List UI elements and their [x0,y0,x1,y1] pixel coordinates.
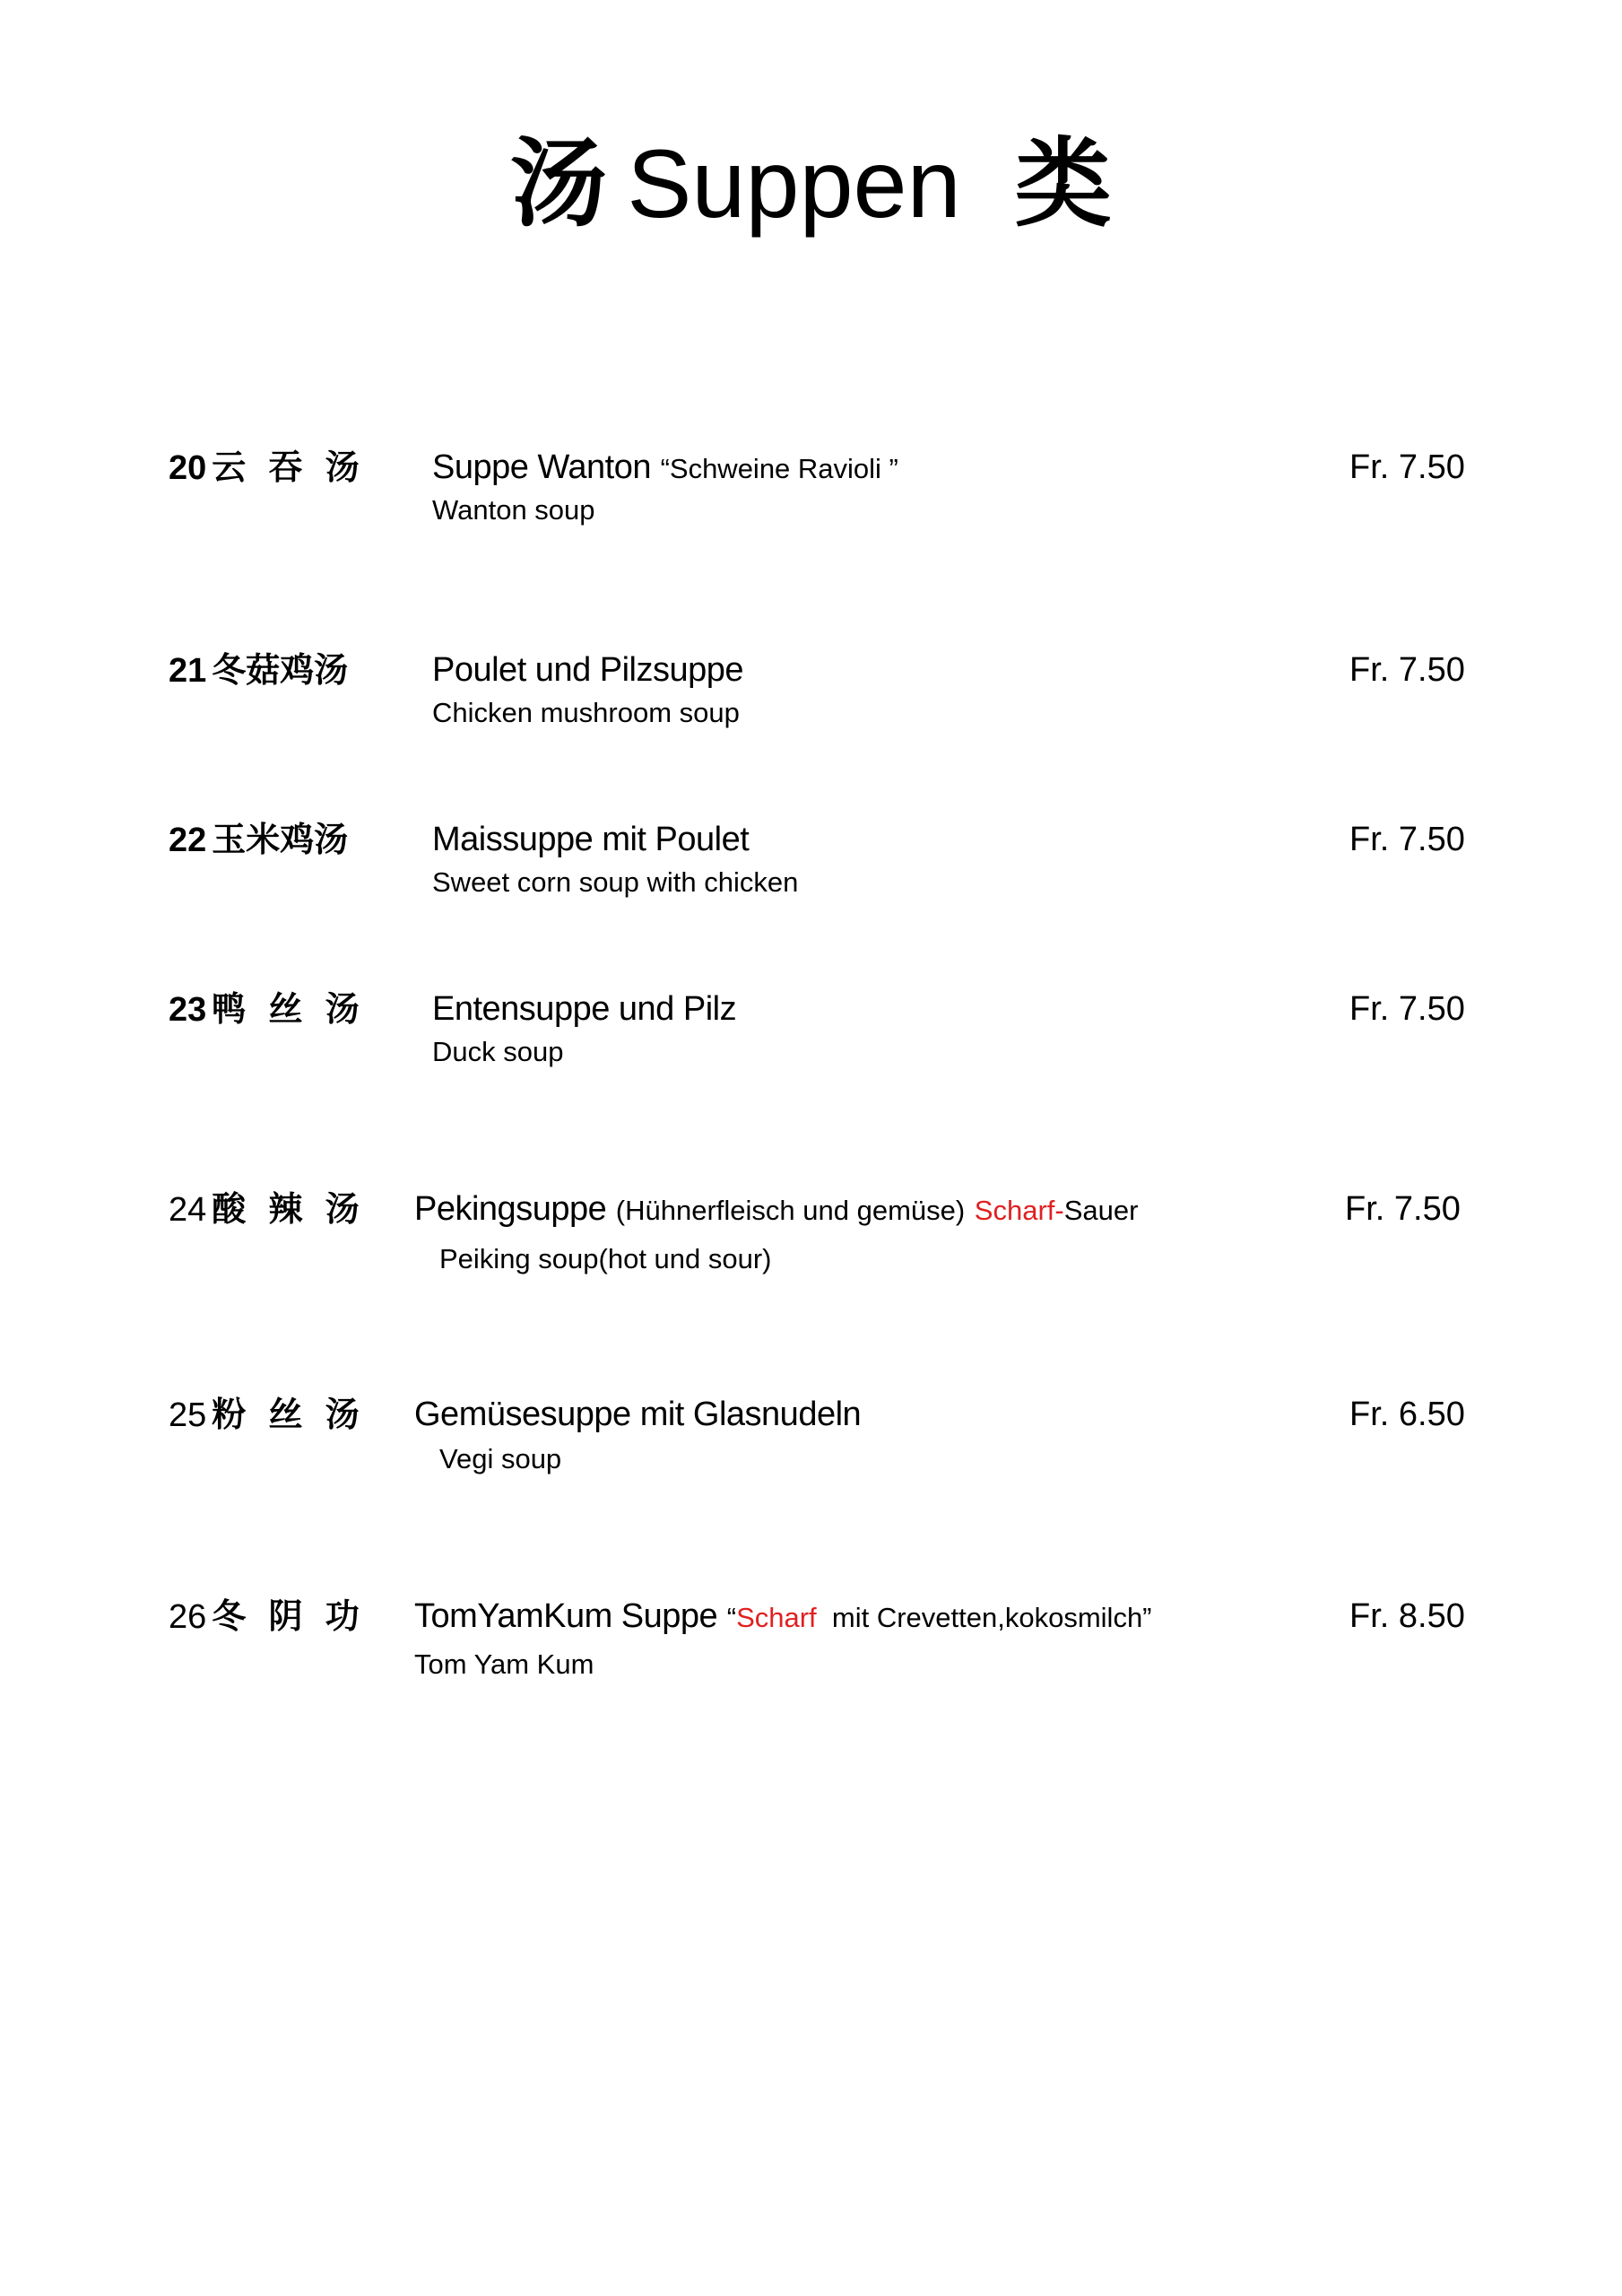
item-note: “Schweine Ravioli ” [660,453,898,484]
item-num-text: 22 [169,822,207,859]
item-number [169,987,365,1031]
item-description: Vegi soup [439,1443,562,1474]
item-note-suffix: mit Crevetten,kokosmilch” [816,1602,1152,1633]
item-price: Fr. 7.50 [1349,448,1465,486]
item-name [432,648,743,691]
item-note: (Hühnerfleisch und gemüse) [615,1195,966,1226]
item-num-text: 24 [169,1191,207,1229]
item-number [169,648,348,692]
item-name [432,987,736,1031]
spicy-label: Scharf- [974,1195,1064,1226]
item-chinese-name: 云 吞 汤 [212,447,365,487]
item-price: Fr. 7.50 [1349,990,1465,1028]
item-chinese-name: 冬 阴 功 [212,1596,365,1636]
item-note-suffix: Sauer [1063,1195,1139,1226]
item-num-text: 23 [169,991,207,1029]
item-name-text: Poulet und Pilzsuppe [432,651,744,689]
item-price: Fr. 6.50 [1349,1396,1465,1433]
item-name [414,1393,861,1436]
item-chinese-name: 粉 丝 汤 [212,1394,365,1434]
item-price: Fr. 7.50 [1349,651,1465,689]
title-de: Suppen [627,129,961,238]
item-number [169,1187,365,1231]
item-note-prefix: “ [726,1602,737,1633]
page-title [0,126,1622,242]
item-description: Sweet corn soup with chicken [432,866,799,898]
item-chinese-name: 玉米鸡汤 [212,819,349,859]
item-chinese-name: 鸭 丝 汤 [212,988,365,1029]
item-name-text: Entensuppe und Pilz [432,990,737,1028]
item-num-text: 26 [169,1598,207,1636]
item-description: Tom Yam Kum [414,1648,594,1680]
item-name [432,446,898,491]
item-name-text: TomYamKum Suppe [414,1597,718,1635]
item-name-text: Pekingsuppe [414,1190,607,1228]
item-name-text: Maissuppe mit Poulet [432,821,750,858]
item-chinese-name: 冬菇鸡汤 [212,649,349,690]
item-name-text: Suppe Wanton [432,448,651,486]
item-num-text: 25 [169,1396,207,1434]
item-number [169,1393,365,1437]
item-num-text: 21 [169,652,207,690]
title-zh-left: 汤 [510,127,608,240]
item-description: Peiking soup(hot und sour) [439,1243,772,1274]
item-name [414,1187,1138,1232]
item-description: Chicken mushroom soup [432,697,740,728]
item-name [414,1595,1152,1639]
item-number [169,446,365,490]
item-description: Duck soup [432,1036,564,1067]
title-zh-right: 类 [1014,127,1112,240]
item-price: Fr. 7.50 [1345,1190,1461,1228]
item-price: Fr. 7.50 [1349,821,1465,858]
item-name [432,818,749,861]
item-price: Fr. 8.50 [1349,1597,1465,1635]
item-number [169,818,348,862]
item-number [169,1595,365,1639]
item-num-text: 20 [169,449,207,487]
item-name-text: Gemüsesuppe mit Glasnudeln [414,1396,862,1433]
item-description: Wanton soup [432,494,595,526]
spicy-label: Scharf [736,1602,817,1633]
item-chinese-name: 酸 辣 汤 [212,1188,365,1229]
